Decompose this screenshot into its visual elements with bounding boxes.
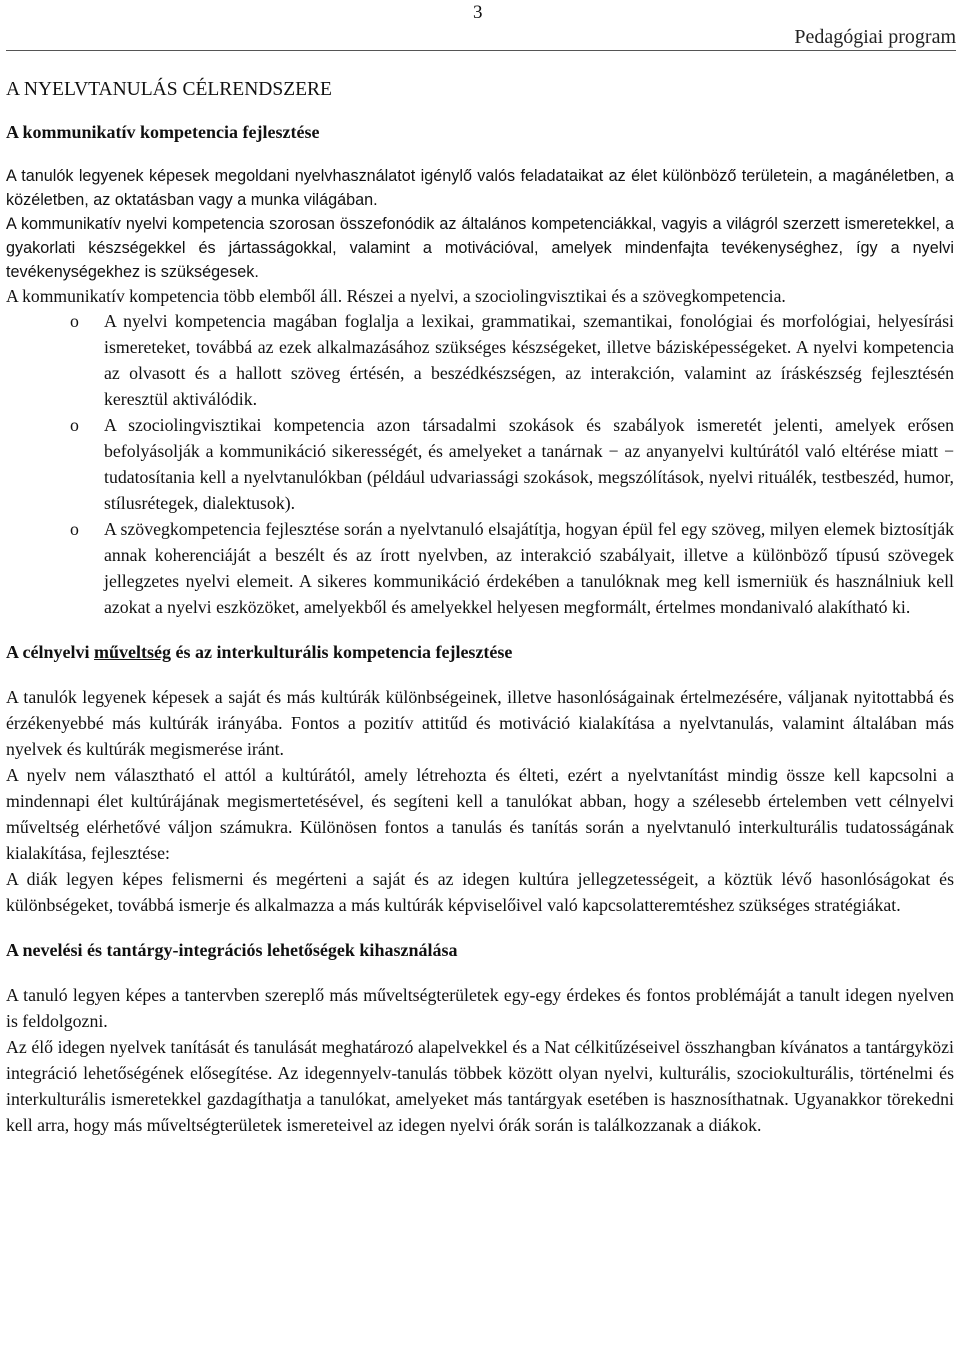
title-part: A célnyelvi	[6, 642, 94, 662]
spacer	[6, 962, 954, 982]
main-title: A NYELVTANULÁS CÉLRENDSZERE	[6, 79, 332, 100]
list-item-text: A szövegkompetencia fejlesztése során a nyelvtanuló elsajátítja, hogyan épül fel egy szöveg, milyen elemek biztosítják annak koherenciáját a beszélt és az írott nyelvben, az interakció szabályait, illetve a különböző típusú szövegek jellegzetes nyelvi elemeit. A sikeres kommunikáció érdekében a tanulóknak meg kell ismerniük és használniuk kell azokat a nyelvi eszközöket, amelyekből és amelyekkel helyesen megformált, értelmes mondanivaló alakítható ki.	[104, 519, 954, 617]
spacer	[6, 918, 954, 938]
section-title-communicative: A kommunikatív kompetencia fejlesztése	[6, 122, 320, 142]
section-title-integration: A nevelési és tantárgy-integrációs lehetőségek kihasználása	[6, 940, 458, 960]
title-part: és az interkulturális kompetencia fejlesztése	[170, 642, 513, 662]
paragraph: A kommunikatív nyelvi kompetencia szorosan összefonódik az általános kompetenciákkal, vagyis a világról szerzett ismeretekkel, a gyakorlati készségekkel és jártasságokkal, valamint a motivációval, amelyek mindenfajta tevékenységhez, így a nyelvi tevékenységekhez is szükségesek.	[6, 215, 954, 281]
list-item-text: A nyelvi kompetencia magában foglalja a lexikai, grammatikai, szemantikai, fonológiai és morfológiai, helyesírási ismereteket, továbbá az ezek alkalmazásához szükséges készségeket, illetve bázisképességeket. A nyelvi kompetencia az olvasott és a hallott szöveg értésén, a beszédkészségen, az interakción, valamint az íráskészség fejlesztésén keresztül aktiválódik.	[104, 311, 954, 409]
paragraph: A tanulók legyenek képesek a saját és más kultúrák különbségeinek, illetve hasonlóságainak értelmezésére, váljanak nyitottabbá és érzékenyebbé más kultúrák irányába. Fontos a pozitív attitűd és motiváció kialakítása a nyelvtanulás, valamint általában más nyelvek és kultúrák megismerése iránt.	[6, 687, 954, 759]
list-item	[6, 412, 954, 516]
header-divider	[6, 50, 956, 51]
paragraph: A tanuló legyen képes a tantervben szereplő más műveltségterületek egy-egy érdekes és fontos problémáját a tanult idegen nyelven is feldolgozni.	[6, 985, 954, 1031]
title-part-underlined: műveltség	[94, 642, 171, 662]
spacer	[6, 664, 954, 684]
page-number: 3	[473, 2, 483, 23]
paragraph: A tanulók legyenek képesek megoldani nyelvhasználatot igénylő valós feladataikat az élet különböző területein, a magánéletben, a közéletben, az oktatásban vagy a munka világában.	[6, 167, 954, 209]
list-item	[6, 516, 954, 620]
list-item	[6, 308, 954, 412]
paragraph: A kommunikatív kompetencia több elemből áll. Részei a nyelvi, a szociolingvisztikai és a szövegkompetencia.	[6, 286, 786, 306]
bullet-marker: o	[70, 415, 79, 435]
paragraph: A diák legyen képes felismerni és megérteni a saját és az idegen kultúra jellegzetességeit, a köztük lévő hasonlóságokat és különbségeket, továbbá ismerje és alkalmazza a más kultúrák képviselőivel való kapcsolatteremtéshez szükséges stratégiákat.	[6, 869, 954, 915]
paragraph: Az élő idegen nyelvek tanítását és tanulását meghatározó alapelvekkel és a Nat célkitűzéseivel összhangban kívánatos a tantárgyközi integráció lehetőségének elősegítése. Az idegennyelv-tanulás többek között olyan nyelvi, kulturális, szociokulturális, történelmi és interkulturális ismeretekkel gazdagíthatja a tanulókat, amelyeket más tantárgyak esetében is hasznosíthatnak. Ugyanakkor törekedni kell arra, hogy más műveltségterületek ismereteivel az idegen nyelvi órák során is találkozzanak a diákok.	[6, 1037, 954, 1135]
section-title-intercultural	[6, 640, 954, 664]
spacer	[6, 144, 954, 164]
list-item-text: A szociolingvisztikai kompetencia azon társadalmi szokások és szabályok ismeretét jelenti, amelyek erősen befolyásolják a kommunikáció sikerességét, és amelyeket a tanárnak − az anyanyelvi kultúrától való eltérése miatt − tudatosítania kell a nyelvtanulókban (például udvariassági szokások, megszólítások, nyelvi rituálék, testbeszéd, humor, stílusrétegek, dialektusok).	[104, 415, 954, 513]
document-body	[6, 78, 954, 1138]
header-title: Pedagógiai program	[794, 26, 956, 48]
paragraph: A nyelv nem választható el attól a kultúrától, amely létrehozta és élteti, ezért a nyelvtanítást mindig össze kell kapcsolni a mindennapi élet kultúrájának megismertetésével, és segíteni kell a tanulókat abban, hogy a szélesebb értelemben vett célnyelvi műveltség elérhetővé váljon számukra. Különösen fontos a tanulás és tanítás során a nyelvtanuló interkulturális tudatosságának kialakítása, fejlesztése:	[6, 765, 954, 863]
bullet-marker: o	[70, 311, 79, 331]
competence-list	[6, 308, 954, 620]
bullet-marker: o	[70, 519, 79, 539]
spacer	[6, 620, 954, 640]
